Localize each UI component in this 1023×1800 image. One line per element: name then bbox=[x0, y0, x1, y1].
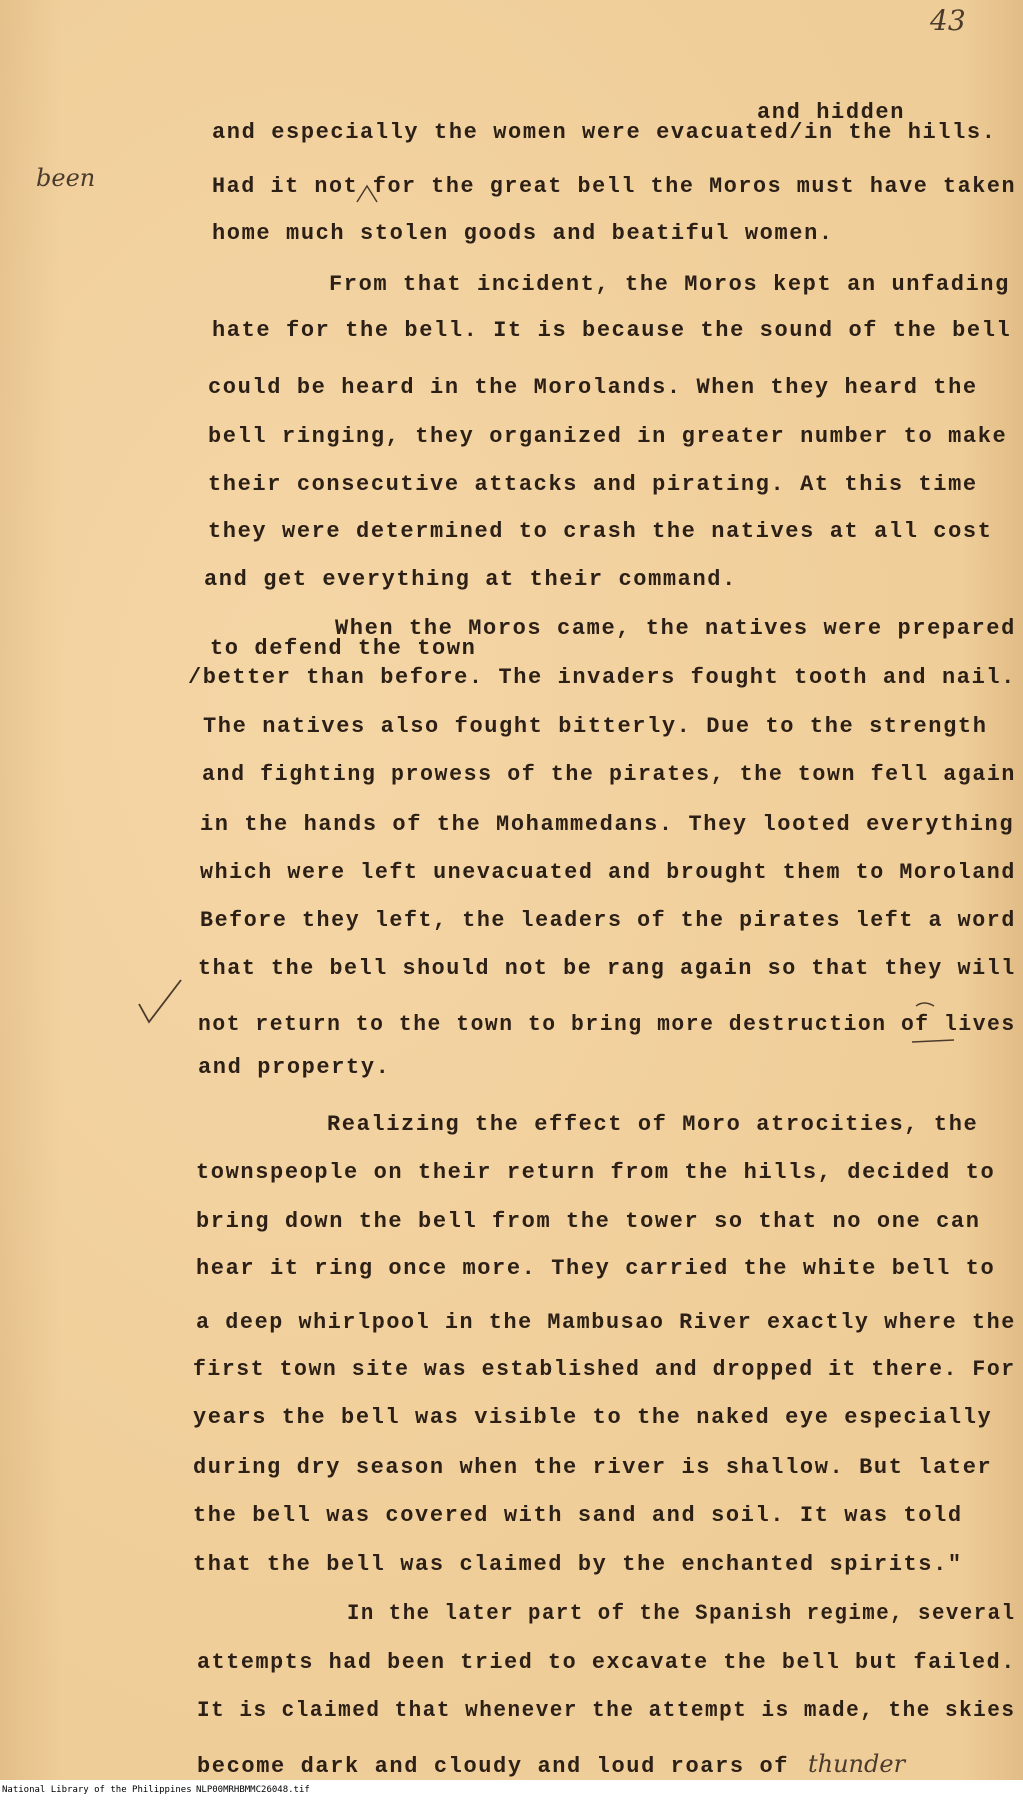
line-25: a deep whirlpool in the Mambusao River exactly where the bbox=[196, 1310, 1016, 1335]
line-14: and fighting prowess of the pirates, the town fell again bbox=[202, 762, 1016, 787]
line-26: first town site was established and dropped it there. For bbox=[193, 1357, 1016, 1382]
page-number: 43 bbox=[930, 4, 966, 37]
line-19: not return to the town to bring more destruction of lives bbox=[198, 1012, 1016, 1037]
line-24: hear it ring once more. They carried the white bell to bbox=[196, 1256, 996, 1281]
line-16: which were left unevacuated and brought them to Moroland bbox=[200, 860, 1016, 885]
line-13: The natives also fought bitterly. Due to the strength bbox=[203, 714, 988, 739]
line-20: and property. bbox=[198, 1055, 391, 1080]
line-4: From that incident, the Moros kept an unfading bbox=[329, 272, 1010, 297]
line-10: and get everything at their command. bbox=[204, 567, 737, 592]
line-8: their consecutive attacks and pirating. At this time bbox=[208, 472, 978, 497]
line-21: Realizing the effect of Moro atrocities, the bbox=[327, 1112, 979, 1137]
footer-library: National Library of the Philippines bbox=[2, 1785, 192, 1795]
line-2: Had it not for the great bell the Moros must have taken bbox=[212, 174, 1017, 199]
line-29: the bell was covered with sand and soil. It was told bbox=[193, 1503, 963, 1528]
line-33: It is claimed that whenever the attempt is made, the skies bbox=[197, 1698, 1016, 1723]
insertion-thunder: thunder bbox=[808, 1750, 906, 1778]
margin-note: been bbox=[36, 164, 96, 192]
insertion-hidden: and hidden bbox=[757, 100, 906, 125]
line-30: that the bell was claimed by the enchanted spirits." bbox=[193, 1552, 963, 1577]
line-6: could be heard in the Morolands. When they heard the bbox=[208, 375, 978, 400]
insertion-defend: to defend the town bbox=[210, 636, 477, 661]
line-27: years the bell was visible to the naked eye especially bbox=[193, 1405, 993, 1430]
line-12: /better than before. The invaders fought tooth and nail. bbox=[188, 665, 1016, 690]
line-9: they were determined to crash the natives at all cost bbox=[208, 519, 993, 544]
line-5: hate for the bell. It is because the sound of the bell bbox=[212, 318, 1012, 343]
line-22: townspeople on their return from the hills, decided to bbox=[196, 1160, 996, 1185]
scan-footer bbox=[0, 1780, 1023, 1800]
line-7: bell ringing, they organized in greater number to make bbox=[208, 424, 1008, 449]
line-34: become dark and cloudy and loud roars of bbox=[197, 1754, 790, 1779]
line-11: When the Moros came, the natives were prepared bbox=[335, 616, 1016, 641]
line-15: in the hands of the Mohammedans. They looted everything bbox=[200, 812, 1015, 837]
line-32: attempts had been tried to excavate the bell but failed. bbox=[197, 1650, 1016, 1675]
line-23: bring down the bell from the tower so that no one can bbox=[196, 1209, 981, 1234]
line-28: during dry season when the river is shallow. But later bbox=[193, 1455, 993, 1480]
line-17: Before they left, the leaders of the pirates left a word bbox=[200, 908, 1016, 933]
footer-filename: NLP00MRHBMMC26048.tif bbox=[196, 1785, 310, 1795]
check-mark bbox=[135, 978, 185, 1026]
line-31: In the later part of the Spanish regime, several bbox=[347, 1601, 1016, 1626]
line-18: that the bell should not be rang again so that they will bbox=[198, 956, 1016, 981]
line-3: home much stolen goods and beatiful women. bbox=[212, 221, 834, 246]
line-1: and especially the women were evacuated/in the hills. bbox=[212, 120, 997, 145]
